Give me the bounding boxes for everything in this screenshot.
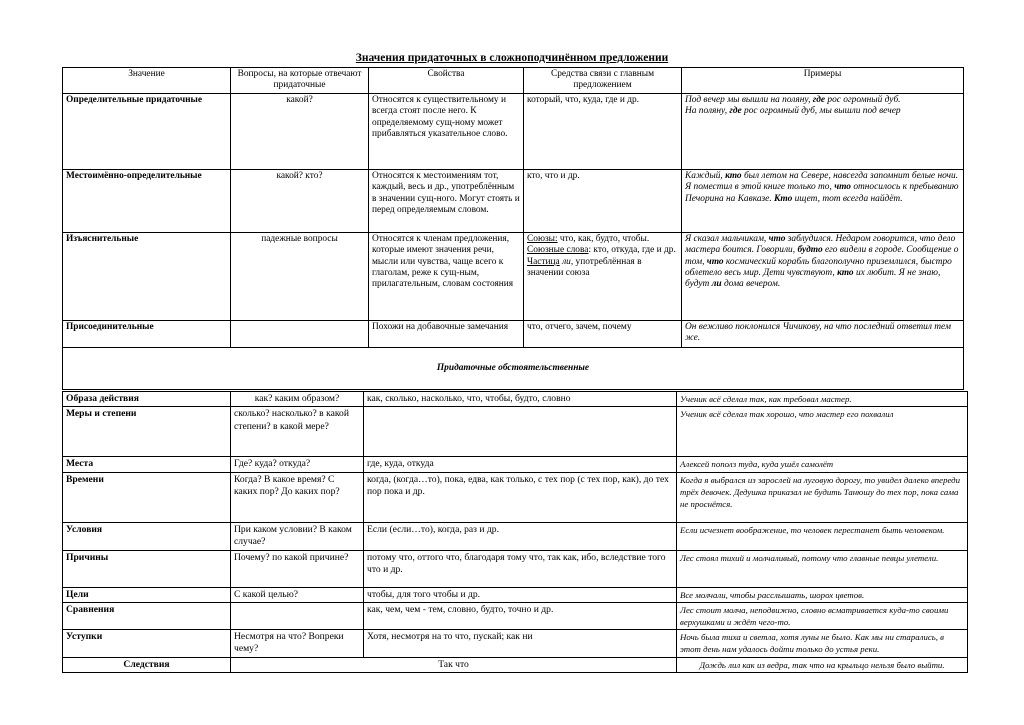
- table-row: [63, 472, 968, 522]
- table-row: [63, 407, 968, 457]
- row-example: Когда я выбрался из зарослей на луговую дорогу, то увидел далеко впереди трёх девочек. Дедушка приказал не будить Танюшу до тех пор, пока сама не проснётся.: [677, 472, 968, 522]
- row-example: Ученик всё сделал так хорошо, что мастер его похвалил: [677, 407, 968, 457]
- row-means: где, куда, откуда: [364, 457, 677, 472]
- row-name: Местоимённо-определительные: [63, 169, 231, 232]
- row-means: Союзы: что, как, будто, чтобы. Союзные слова: кто, откуда, где и др. Частица ли, употреблённая в значении союза: [524, 232, 682, 320]
- row-means: [364, 407, 677, 457]
- table-row: [63, 603, 968, 630]
- row-question: Когда? В какое время? С каких пор? До каких пор?: [231, 472, 364, 522]
- row-name: Следствия: [63, 657, 231, 672]
- row-means: Так что: [231, 657, 677, 672]
- header-meaning: Значение: [63, 68, 231, 94]
- row-means: потому что, оттого что, благодаря тому что, так как, ибо, вследствие того что и др.: [364, 550, 677, 587]
- row-example: Под вечер мы вышли на поляну, где рос огромный дуб. На поляну, где рос огромный дуб, мы вышли под вечер: [682, 93, 964, 169]
- table-row: [63, 630, 968, 658]
- row-example: Ученик всё сделал так, как требовал мастер.: [677, 392, 968, 407]
- row-means: который, что, куда, где и др.: [524, 93, 682, 169]
- header-examples: Примеры: [682, 68, 964, 94]
- row-means: как, чем, чем - тем, словно, будто, точно и др.: [364, 603, 677, 630]
- row-name: Меры и степени: [63, 407, 231, 457]
- row-properties: Относятся к существительному и всегда стоят после него. К определяемому сущ-ному может прибавляться указательное слово.: [369, 93, 524, 169]
- row-example: Дождь лил как из ведра, так что на крыльцо нельзя было выйти.: [677, 657, 968, 672]
- row-example: Лес стоит молча, неподвижно, словно всматривается куда-то своими верхушками и ждёт чего-то.: [677, 603, 968, 630]
- row-name: Присоединительные: [63, 320, 231, 347]
- row-name: Причины: [63, 550, 231, 587]
- row-properties: Похожи на добавочные замечания: [369, 320, 524, 347]
- row-question: падежные вопросы: [231, 232, 369, 320]
- row-example: Лес стоял тихий и молчаливый, потому что главные певцы улетели.: [677, 550, 968, 587]
- page-title: Значения придаточных в сложноподчинённом предложении: [355, 52, 669, 64]
- row-example: Алексей пополз туда, куда ушёл самолёт: [677, 457, 968, 472]
- row-example: Если исчезнет воображение, то человек перестанет быть человеком.: [677, 522, 968, 550]
- row-question: сколько? насколько? в какой степени? в какой мере?: [231, 407, 364, 457]
- table-row: [63, 587, 968, 602]
- row-example: Ночь была тиха и светла, хотя луны не было. Как мы ни старались, в этот день нам удалось дойти только до устья реки.: [677, 630, 968, 658]
- row-question: как? каким образом?: [231, 392, 364, 407]
- row-question: При каком условии? В каком случае?: [231, 522, 364, 550]
- row-question: Где? куда? откуда?: [231, 457, 364, 472]
- row-name: Уступки: [63, 630, 231, 658]
- row-example: Он вежливо поклонился Чичикову, на что последний ответил тем же.: [682, 320, 964, 347]
- row-name: Определительные придаточные: [63, 93, 231, 169]
- table-row: [63, 169, 964, 232]
- row-example: Каждый, кто был летом на Севере, навсегда запомнит белые ночи. Я поместил в этой книге только то, что относилось к пребыванию Печорина на Кавказе. Кто ищет, тот всегда найдёт.: [682, 169, 964, 232]
- row-question: С какой целью?: [231, 587, 364, 602]
- row-name: Образа действия: [63, 392, 231, 407]
- row-means: чтобы, для того чтобы и др.: [364, 587, 677, 602]
- row-question: Почему? по какой причине?: [231, 550, 364, 587]
- adverbial-clauses-table: [62, 391, 968, 673]
- row-question: какой? кто?: [231, 169, 369, 232]
- subheader: Придаточные обстоятельственные: [63, 347, 964, 389]
- header-properties: Свойства: [369, 68, 524, 94]
- row-name: Изъяснительные: [63, 232, 231, 320]
- row-question: Несмотря на что? Вопреки чему?: [231, 630, 364, 658]
- row-name: Времени: [63, 472, 231, 522]
- header-questions: Вопросы, на которые отвечают придаточные: [231, 68, 369, 94]
- row-properties: Относятся к членам предложения, которые имеют значения речи, мысли или чувства, чаще всего к глаголам, реже к сущ-ным, прилагательным, словам состояния: [369, 232, 524, 320]
- row-properties: Относятся к местоимениям тот, каждый, весь и др., употреблённым в значении сущ-ного. Могут стоять и перед определяемым словом.: [369, 169, 524, 232]
- table-row: [63, 392, 968, 407]
- clauses-table: [62, 67, 964, 390]
- table-row: [63, 320, 964, 347]
- row-name: Условия: [63, 522, 231, 550]
- table-row: [63, 550, 968, 587]
- row-question: [231, 603, 364, 630]
- row-means: Если (если…то), когда, раз и др.: [364, 522, 677, 550]
- row-means: что, отчего, зачем, почему: [524, 320, 682, 347]
- row-name: Места: [63, 457, 231, 472]
- row-question: какой?: [231, 93, 369, 169]
- row-example: Все молчали, чтобы расслышать, шорох цветов.: [677, 587, 968, 602]
- row-means: когда, (когда…то), пока, едва, как только, с тех пор (с тех пор, как), до тех пор пока и др.: [364, 472, 677, 522]
- row-name: Цели: [63, 587, 231, 602]
- table-row: [63, 232, 964, 320]
- table-row: [63, 457, 968, 472]
- row-name: Сравнения: [63, 603, 231, 630]
- row-example: Я сказал мальчикам, что заблудился. Недаром говорится, что дело мастера боится. Говорили, будто его видели в городе. Сообщение о том, что космический корабль благополучно приземлился, быстро облетело весь мир. Дети чувствуют, кто их любит. Я не знаю, будут ли дома вечером.: [682, 232, 964, 320]
- row-means: Хотя, несмотря на то что, пускай; как ни: [364, 630, 677, 658]
- table-row: [63, 93, 964, 169]
- subheader-row: [63, 347, 964, 389]
- row-means: как, сколько, насколько, что, чтобы, будто, словно: [364, 392, 677, 407]
- table-row: [63, 657, 968, 672]
- table-row: [63, 522, 968, 550]
- header-means: Средства связи с главным предложением: [524, 68, 682, 94]
- row-means: кто, что и др.: [524, 169, 682, 232]
- table-header-row: [63, 68, 964, 94]
- row-question: [231, 320, 369, 347]
